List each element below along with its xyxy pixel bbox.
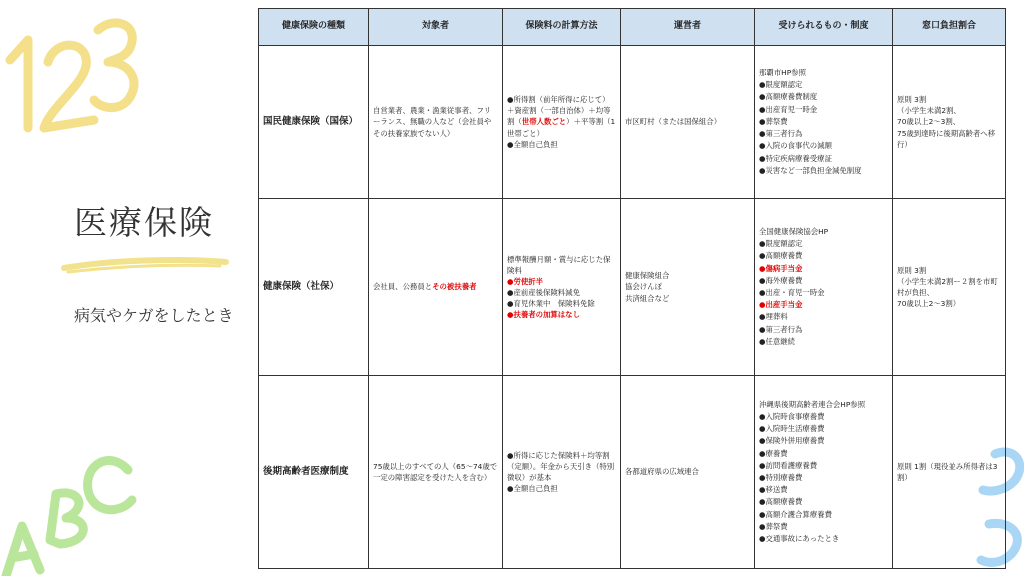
benefit-item: ●入院の食事代の減額 — [759, 141, 832, 151]
insurance-type: 国民健康保険（国保） — [259, 46, 369, 199]
benefit-item: ●任意継続 — [759, 336, 796, 346]
benefit-item: ●訪問看護療養費 — [759, 460, 818, 470]
benefit-item: ●災害など一部負担金減免制度 — [759, 165, 862, 175]
benefits-cell — [755, 199, 893, 376]
copay-text: 75歳到達時に後期高齢者へ移行） — [897, 128, 996, 149]
benefit-item: 沖縄県後期高齢者連合会HP参照 — [759, 399, 866, 409]
copay-text: （小学生未満2割、 — [897, 106, 961, 116]
operator-text: 健康保険組合 — [625, 271, 670, 281]
benefit-item: ●葬祭費 — [759, 521, 788, 531]
benefit-item: ●入院時食事療養費 — [759, 411, 825, 421]
benefit-item: ●限度額認定 — [759, 239, 803, 249]
calc-text: ●扶養者の加算はなし — [507, 310, 580, 320]
insurance-comparison-table — [258, 8, 1006, 569]
benefit-item: ●特定疾病療養受療証 — [759, 153, 832, 163]
copay-text: 70歳以上2〜3割、 — [897, 117, 961, 127]
slide-title: 医療保険 — [74, 203, 214, 242]
calc-text: ●労使折半 — [507, 276, 544, 286]
benefit-item: ●特別療養費 — [759, 473, 803, 482]
benefit-item: ●第三者行為 — [759, 324, 803, 334]
table-row — [259, 376, 1006, 569]
header-calc: 保険料の計算方法 — [503, 9, 621, 46]
operator-text: 協会けんぽ — [625, 282, 662, 292]
decorative-letters-abc — [0, 430, 150, 576]
benefit-item: ●入院時生活療養費 — [759, 424, 825, 434]
benefit-item: ●療養費 — [759, 448, 788, 458]
copay-text: 原則 3割 — [897, 95, 927, 105]
table-row — [259, 46, 1006, 199]
operator-cell — [621, 46, 755, 199]
table-row — [259, 199, 1006, 376]
calc-text: ●全額自己負担 — [507, 139, 558, 149]
operator-text: 各都道府県の広域連合 — [625, 467, 699, 477]
header-copay: 窓口負担割合 — [893, 9, 1006, 46]
copay-cell — [893, 376, 1006, 569]
copay-text: 原則 3割 — [897, 265, 927, 275]
benefit-item: ●出産・育児一時金 — [759, 288, 825, 297]
copay-cell — [893, 199, 1006, 376]
benefit-item: ●傷病手当金 — [759, 263, 803, 273]
calc-text: ●育児休業中 保険料免除 — [507, 299, 595, 309]
header-operator: 運営者 — [621, 9, 755, 46]
header-target: 対象者 — [369, 9, 503, 46]
benefit-item: ●高額介護合算療養費 — [759, 509, 832, 519]
title-underline — [60, 250, 230, 276]
benefit-item: ●第三者行為 — [759, 129, 803, 139]
copay-text: 原則 1割（現役並み所得者は3割） — [897, 461, 998, 482]
benefit-item: ●高額療養費 — [759, 497, 803, 507]
target-text: 75歳以上のすべての人（65〜74歳で一定の障害認定を受けた人を含む） — [373, 461, 498, 482]
insurance-type: 後期高齢者医療制度 — [259, 376, 369, 569]
table-header-row — [259, 9, 1006, 46]
benefit-item: ●限度額認定 — [759, 80, 803, 90]
benefit-item: 全国健康保険協会HP — [759, 226, 829, 236]
benefit-item: ●海外療養費 — [759, 275, 803, 285]
copay-cell — [893, 46, 1006, 199]
benefits-cell — [755, 46, 893, 199]
target-cell — [369, 199, 503, 376]
calc-text: ●産前産後保険料減免 — [507, 288, 580, 297]
target-cell — [369, 376, 503, 569]
calc-cell — [503, 376, 621, 569]
benefit-item: ●出産育児一時金 — [759, 104, 818, 114]
copay-text: （小学生未満2割ー２割を市町村が負担、 — [897, 276, 998, 297]
benefit-item: ●移送費 — [759, 485, 788, 495]
benefit-item: ●交通事故にあったとき — [759, 534, 840, 544]
decorative-numbers-123 — [0, 0, 150, 150]
target-emphasis: その被扶養者 — [432, 282, 477, 292]
operator-text: 共済組合など — [625, 293, 670, 303]
benefit-item: ●出産手当金 — [759, 300, 803, 310]
operator-cell — [621, 376, 755, 569]
calc-text: 世帯人数ごと — [521, 117, 567, 127]
calc-cell — [503, 199, 621, 376]
benefit-item: ●保険外併用療養費 — [759, 436, 825, 446]
target-cell — [369, 46, 503, 199]
benefit-item: 那覇市HP参照 — [759, 68, 806, 78]
header-benefits: 受けられるもの・制度 — [755, 9, 893, 46]
calc-text: ●全額自己負担 — [507, 484, 558, 494]
calc-text: 標準報酬月額・賞与に応じた保険料 — [507, 254, 611, 275]
slide-subtitle: 病気やケガをしたとき — [74, 306, 234, 325]
calc-text: ●所得割（前年所得に応じて）＋資産割（一部自治体）＋均等割（ — [507, 95, 611, 127]
copay-text: 70歳以上2〜3割） — [897, 299, 961, 309]
target-text: 自営業者、農業・漁業従事者、フリーランス、無職の人など（会社員やその扶養家族でない人） — [373, 106, 492, 138]
calc-cell — [503, 46, 621, 199]
calc-text: ●所得に応じた保険料＋均等割（定額）。年金から天引き（特別徴収）が基本 — [507, 450, 615, 482]
benefit-item: ●葬祭費 — [759, 116, 788, 126]
benefits-cell — [755, 376, 893, 569]
benefit-item: ●高額療養費 — [759, 251, 803, 261]
operator-cell — [621, 199, 755, 376]
target-text: 会社員、公務員と — [373, 282, 433, 292]
insurance-type: 健康保険（社保） — [259, 199, 369, 376]
operator-text: 市区町村（または国保組合） — [625, 117, 722, 127]
benefit-item: ●埋葬料 — [759, 312, 788, 322]
calc-text: ）＋平等割（1世帯ごと） — [507, 117, 616, 138]
benefit-item: ●高額療養費制度 — [759, 92, 818, 102]
header-type: 健康保険の種類 — [259, 9, 369, 46]
